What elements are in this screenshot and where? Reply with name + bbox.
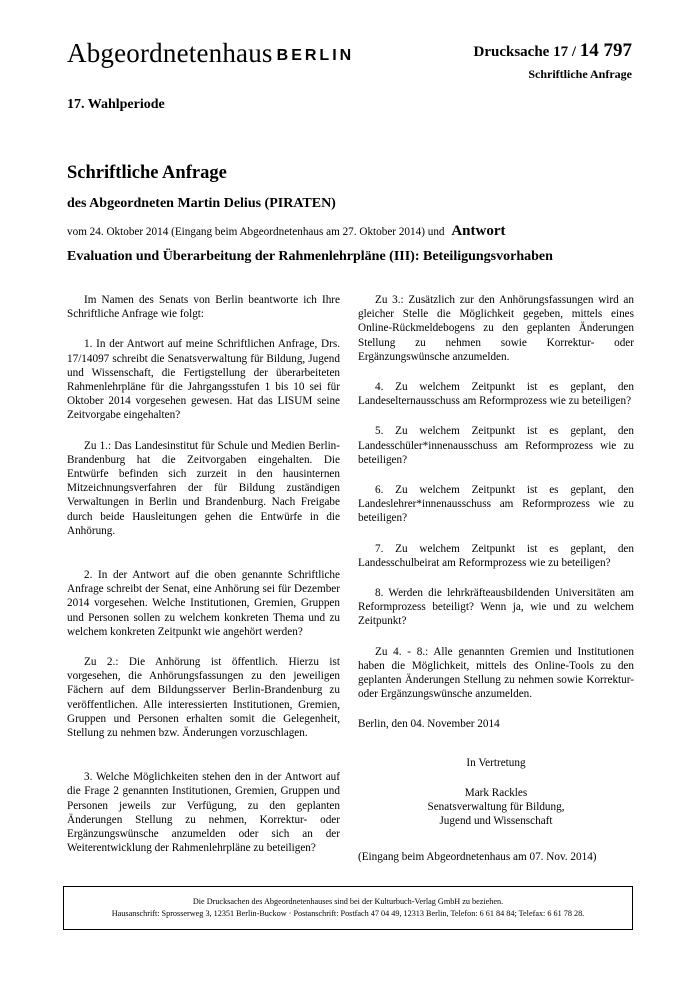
question-7: 7. Zu welchem Zeitpunkt ist es geplant, den Landesschulbeirat am Reformprozess wie zu beteiligen? [358, 542, 634, 569]
question-4: 4. Zu welchem Zeitpunkt ist es geplant, den Landeselternausschuss am Reformprozess wie zu beteiligen? [358, 381, 634, 408]
date-line [67, 223, 505, 240]
author-line: des Abgeordneten Martin Delius (PIRATEN) [67, 196, 336, 211]
page-title: Schriftliche Anfrage [67, 163, 227, 183]
signer-title-2: Jugend und Wissenschaft [439, 815, 553, 828]
intro-paragraph: Im Namen des Senats von Berlin beantworte ich Ihre Schriftliche Anfrage wie folgt: [67, 294, 340, 321]
drucksache-number [474, 40, 633, 62]
question-1: 1. In der Antwort auf meine Schriftlichen Anfrage, Drs. 17/14097 schreibt die Senatsverwaltung für Bildung, Jugend und Wissenschaft, die Fertigstellung der überarbeiteten Rahmenlehrpläne für die Jahrgangsstufen 1 bis 10 sei für Oktober 2014 vorgesehen gewesen. Hat das LISUM seine Zeitvorgabe eingehalten? [67, 338, 340, 422]
question-5: 5. Zu welchem Zeitpunkt ist es geplant, den Landesschüler*innenausschuss am Reformprozess wie zu beteiligen? [358, 425, 634, 466]
doc-type-label: Schriftliche Anfrage [528, 67, 632, 81]
date-text: vom 24. Oktober 2014 (Eingang beim Abgeordnetenhaus am 27. Oktober 2014) und [67, 226, 445, 238]
question-2: 2. In der Antwort auf die oben genannte Schriftliche Anfrage schreibt der Senat, eine Anhörung sei für Dezember 2014 vorgesehen. Welche Institutionen, Gremien, Gruppen und Personen sollen zu welchem konkreten Thema und zu welchem konkreten Zeitpunkt wie angehört werden? [67, 569, 340, 638]
subject-line: Evaluation und Überarbeitung der Rahmenlehrpläne (III): Beteiligungsvorhaben [67, 249, 553, 264]
answer-2: Zu 2.: Die Anhörung ist öffentlich. Hierzu ist vorgesehen, die Anhörungsfassungen zu den jeweiligen Fächern auf dem Bildungsserver Berlin-Brandenburg zu veröffentlichen. Alle interessierten Institutionen, Gremien, Gruppen und Personen erhalten somit die Gelegenheit, Stellung zu nehmen bzw. Änderungen vorzuschlagen. [67, 656, 340, 740]
brand-logo [67, 38, 354, 69]
footer-line-1: Die Drucksachen des Abgeordnetenhauses sind bei der Kulturbuch-Verlag GmbH zu beziehen. [192, 897, 504, 906]
drucksache-value: 14 797 [579, 40, 632, 61]
question-8: 8. Werden die lehrkräfteausbildenden Universitäten am Reformprozess beteiligt? Wenn ja, wie und zu welchem Zeitpunkt? [358, 587, 634, 628]
answer-3: Zu 3.: Zusätzlich zur den Anhörungsfassungen wird an gleicher Stelle die Möglichkeit gegeben, mittels eines Online-Rückmeldebogens zu den geplanten Änderungen Stellung zu nehmen sowie Korrektur- oder Ergänzungswünsche anzumelden. [358, 294, 634, 363]
question-6: 6. Zu welchem Zeitpunkt ist es geplant, den Landeslehrer*innenausschuss am Reformprozess wie zu beteiligen? [358, 484, 634, 525]
brand-name: Abgeordnetenhaus [67, 38, 273, 68]
answer-4-8: Zu 4. - 8.: Alle genannten Gremien und Institutionen haben die Möglichkeit, mittels des Online-Tools zu den geplanten Änderungen Stellung zu nehmen sowie Korrektur- oder Ergänzungswünsche anzumelden. [358, 645, 634, 701]
footer-box [63, 886, 633, 930]
antwort-label: Antwort [451, 223, 506, 239]
drucksache-prefix: Drucksache 17 / [473, 44, 576, 60]
question-3: 3. Welche Möglichkeiten stehen den in der Antwort auf die Frage 2 genannten Institutionen, Gremien, Gruppen und Personen jeweils zur Verfügung, zu den geplanten Änderungen Stellung zu nehmen, Korrektur- oder Ergänzungswünsche anzumelden oder sich an der Weiterentwicklung der Rahmenlehrpläne zu beteiligen? [67, 771, 340, 855]
right-column [358, 293, 634, 865]
eingang-note: (Eingang beim Abgeordnetenhaus am 07. Nov. 2014) [358, 851, 597, 864]
signer-title-1: Senatsverwaltung für Bildung, [427, 801, 565, 814]
footer-line-2: Hausanschrift: Sprosserweg 3, 12351 Berlin-Buckow · Postanschrift: Postfach 47 04 49, 12313 Berlin, Telefon: 6 61 84 84; Telefax: 6 61 78 28. [111, 909, 585, 918]
place-date: Berlin, den 04. November 2014 [358, 718, 500, 731]
in-vertretung: In Vertretung [466, 756, 526, 769]
signer-name: Mark Rackles [464, 786, 528, 799]
brand-city: BERLIN [276, 47, 355, 64]
left-column [67, 293, 340, 856]
wahlperiode: 17. Wahlperiode [67, 97, 165, 112]
answer-1: Zu 1.: Das Landesinstitut für Schule und Medien Berlin-Brandenburg hat die Zeitvorgaben eingehalten. Die Entwürfe befinden sich zurzeit in den hausinternen Mitzeichnungsverfahren der für Bildung zuständigen Verwaltungen in Berlin und Brandenburg. Nach Freigabe durch beide Hausleitungen gehen die Entwürfe in die Anhörung. [67, 439, 340, 537]
